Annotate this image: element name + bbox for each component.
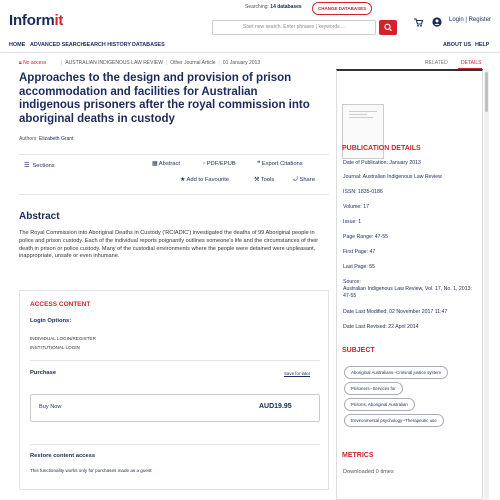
- abstract-heading: Abstract: [19, 211, 60, 222]
- subject-tag[interactable]: Prisoners--Services for: [344, 382, 403, 395]
- pdf-label: PDF/EPUB: [206, 161, 236, 167]
- toolbar-divider-bottom: [19, 194, 329, 195]
- favourite-label: Add to Favourite: [186, 177, 230, 183]
- user-icon[interactable]: [432, 17, 442, 27]
- subject-tag[interactable]: Prisons, Aboriginal Australian: [344, 398, 415, 411]
- nav-about-us[interactable]: ABOUT US: [443, 42, 472, 48]
- authors: [19, 136, 73, 142]
- logo-accent: it: [54, 12, 64, 29]
- search-input[interactable]: Start new search. Enter phrases | keywords ...: [212, 20, 376, 35]
- detail-source-label: Source:: [343, 279, 361, 285]
- tools-label: Tools: [260, 177, 275, 183]
- detail-source: Australian Indigenous Law Review, Vol. 17, No. 1, 2013: 47-55: [343, 286, 472, 299]
- publication-details-heading: PUBLICATION DETAILS: [342, 145, 421, 152]
- detail-date-last-modified: Date Last Modified: 02 November 2017 11:47: [343, 309, 448, 315]
- restore-divider: [30, 444, 320, 445]
- restore-access-heading[interactable]: Restore content access: [30, 453, 96, 459]
- add-favourite-button[interactable]: [180, 177, 229, 183]
- searching-prefix: Searching:: [245, 4, 269, 10]
- wrench-icon: ⚒: [254, 177, 260, 183]
- article-date: 01 January 2013: [222, 60, 261, 66]
- purchase-heading: Purchase: [30, 370, 57, 376]
- sections-label: Sections: [32, 163, 55, 169]
- buy-now-label: Buy Now: [39, 404, 62, 410]
- export-citations-button[interactable]: [257, 161, 303, 167]
- informit-logo[interactable]: [9, 12, 63, 29]
- detail-date-of-publication: Date of Publication: January 2013: [343, 160, 421, 166]
- institutional-login-link[interactable]: INSTITUTIONAL LOGIN: [30, 345, 80, 350]
- article-type: Other Journal Article: [170, 60, 216, 66]
- detail-issue: Issue: 1: [343, 219, 362, 225]
- share-button[interactable]: [293, 177, 315, 184]
- access-label: No access: [23, 60, 47, 66]
- lock-icon: 🔒︎: [19, 60, 22, 66]
- searching-count: 14 databases: [270, 4, 302, 10]
- quote-icon: ❝: [257, 161, 261, 167]
- author-link[interactable]: Elizabeth Grant: [39, 136, 74, 142]
- tab-related[interactable]: RELATED: [425, 60, 448, 66]
- authors-label: Authors:: [19, 136, 38, 142]
- document-icon: ▦: [152, 161, 158, 167]
- detail-page-range: Page Range: 47-55: [343, 234, 388, 240]
- abstract-button[interactable]: [152, 161, 180, 167]
- access-divider: [30, 360, 320, 361]
- metrics-heading: METRICS: [342, 452, 374, 459]
- nav-help[interactable]: HELP: [475, 42, 490, 48]
- restore-note: This functionality works only for purchases made as a guest: [30, 468, 152, 473]
- save-for-later-link[interactable]: Save for later: [284, 371, 311, 376]
- star-icon: ★: [180, 177, 186, 183]
- detail-issn: ISSN: 1835-0186: [343, 189, 383, 195]
- tab-details[interactable]: DETAILS: [461, 60, 482, 66]
- access-status: [19, 60, 46, 66]
- nav-advanced-search[interactable]: ADVANCED SEARCH: [30, 42, 85, 48]
- cart-icon[interactable]: [413, 17, 423, 27]
- sidebar-scrollbar[interactable]: [484, 69, 489, 500]
- searching-status: [245, 4, 302, 10]
- search-button[interactable]: [379, 20, 397, 35]
- share-icon: ⤾: [293, 177, 298, 183]
- sidebar-scrollbar-thumb[interactable]: [485, 72, 488, 112]
- subject-tag[interactable]: Environmental psychology--Therapeutic use: [344, 414, 444, 427]
- abstract-text: The Royal Commission into Aboriginal Deaths in Custody ('RCIADIC') investigated the deaths of 99 Aboriginal people in police and prison custody. Each of the individual reports poignantly outlines someone's life and the circumstances of their death in prison or police custody. Many of the custodial environments where the people were detained were unpleasant, inappropriate, unsafe or even inhumane.: [19, 230, 319, 260]
- detail-journal: Journal: Australian Indigenous Law Review: [343, 174, 442, 180]
- access-content-heading: ACCESS CONTENT: [30, 301, 91, 308]
- toolbar-divider-top: [19, 154, 329, 155]
- pdf-epub-button[interactable]: [203, 161, 236, 167]
- file-icon: ▫: [203, 161, 206, 167]
- price: AUD19.95: [259, 403, 292, 410]
- subject-tag[interactable]: Aboriginal Australians--Criminal justice system: [344, 366, 448, 379]
- share-label: Share: [299, 177, 315, 183]
- login-register-link[interactable]: Login | Register: [449, 17, 491, 23]
- journal-name[interactable]: AUSTRALIAN INDIGENOUS LAW REVIEW: [65, 60, 163, 66]
- subject-heading: SUBJECT: [342, 347, 375, 354]
- login-options-heading: Login Options:: [30, 318, 72, 324]
- sections-button[interactable]: [24, 163, 55, 169]
- individual-login-link[interactable]: INDIVIDUAL LOGIN/REGISTER: [30, 336, 96, 341]
- detail-first-page: First Page: 47: [343, 249, 376, 255]
- article-meta: | AUSTRALIAN INDIGENOUS LAW REVIEW | Other Journal Article | 01 January 2013: [61, 60, 261, 66]
- nav-search-history[interactable]: SEARCH HISTORY: [83, 42, 131, 48]
- download-count: Downloaded 0 times: [343, 469, 394, 475]
- detail-date-last-revised: Date Last Revised: 22 April 2014: [343, 324, 419, 330]
- tools-button[interactable]: [254, 177, 274, 183]
- detail-volume: Volume: 17: [343, 204, 369, 210]
- nav-divider: [0, 52, 500, 53]
- nav-databases[interactable]: DATABASES: [132, 42, 165, 48]
- logo-text: Inform: [9, 12, 55, 29]
- detail-last-page: Last Page: 55: [343, 264, 376, 270]
- abstract-label: Abstract: [158, 161, 181, 167]
- change-databases-button[interactable]: CHANGE DATABASES: [312, 2, 372, 15]
- nav-home[interactable]: HOME: [9, 42, 26, 48]
- export-label: Export Citations: [261, 161, 303, 167]
- article-title: Approaches to the design and provision of prison accommodation and facilities for Australian indigenous prisoners after the royal commission into aboriginal deaths in custody: [19, 72, 310, 125]
- list-icon: ☰: [24, 163, 30, 169]
- search-icon: [379, 20, 397, 35]
